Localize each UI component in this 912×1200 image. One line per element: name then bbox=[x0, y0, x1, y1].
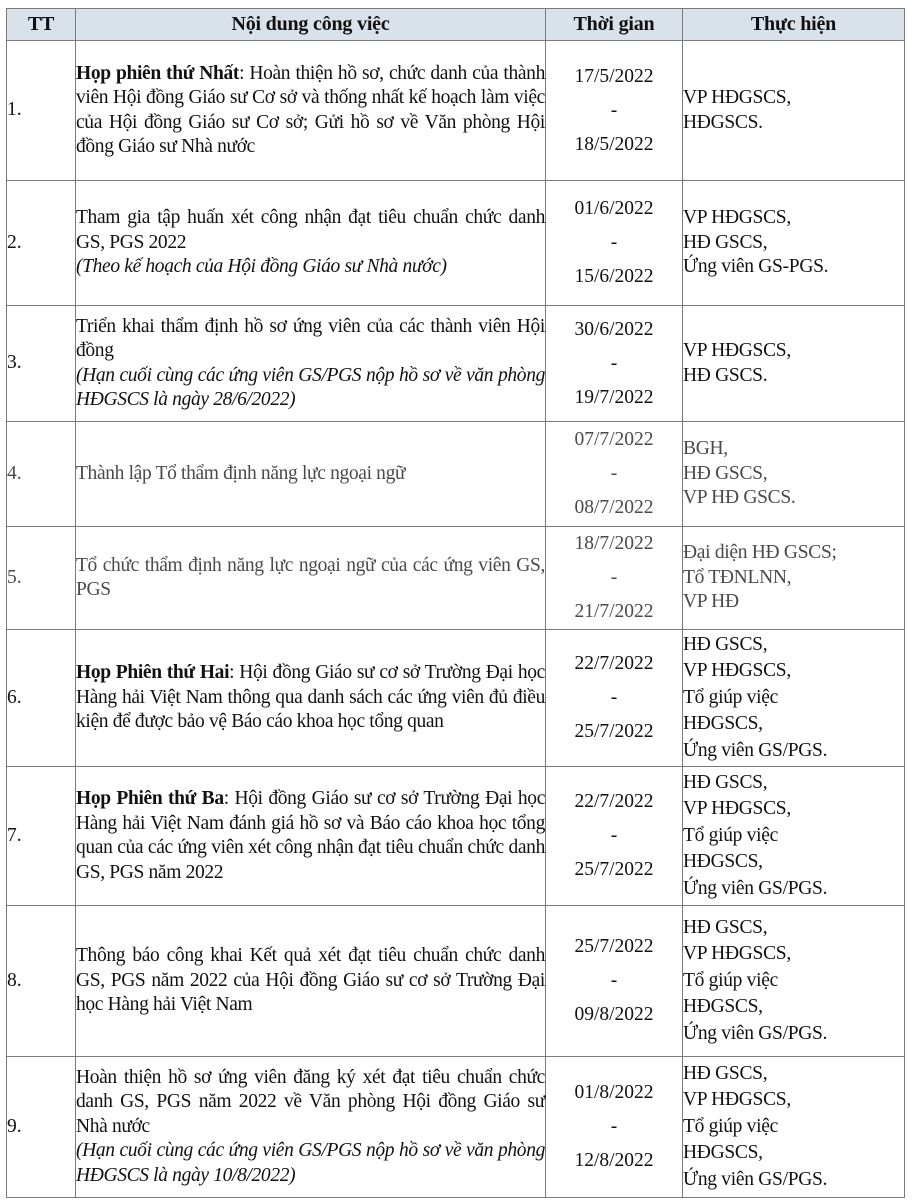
task-period bbox=[546, 527, 683, 630]
date-separator: - bbox=[610, 232, 618, 253]
responsible-party: HĐ GSCS, bbox=[683, 1062, 768, 1084]
date-separator: - bbox=[610, 825, 618, 846]
row-number: 8. bbox=[7, 906, 76, 1057]
header-who: Thực hiện bbox=[683, 9, 905, 41]
responsible-party: VP HĐ bbox=[683, 591, 739, 613]
start-date: 25/7/2022 bbox=[574, 936, 654, 957]
date-separator: - bbox=[610, 352, 618, 374]
end-date: 15/6/2022 bbox=[574, 266, 654, 287]
responsible-party: VP HĐGSCS, bbox=[683, 798, 791, 820]
table-row bbox=[7, 630, 905, 767]
start-date: 22/7/2022 bbox=[574, 791, 654, 812]
task-text: : Hoàn thiện hồ sơ, chức danh của thành viên Hội đồng Giáo sư Cơ sở và thống nhất kế hoạch làm việc của Hội đồng Giáo sư Cơ sở; Gửi hồ sơ về Văn phòng Hội đồng Giáo sư Nhà nước bbox=[76, 62, 545, 157]
start-date: 01/8/2022 bbox=[574, 1082, 654, 1103]
row-number: 5. bbox=[7, 527, 76, 630]
table-row bbox=[7, 422, 905, 527]
row-number: 1. bbox=[7, 41, 76, 181]
table-row bbox=[7, 906, 905, 1057]
row-number: 3. bbox=[7, 306, 76, 422]
task-description bbox=[76, 527, 546, 630]
responsible-party: Ứng viên GS-PGS. bbox=[683, 256, 829, 278]
responsible-parties bbox=[683, 767, 905, 906]
responsible-party: Tổ giúp việc bbox=[683, 686, 778, 708]
start-date: 18/7/2022 bbox=[574, 533, 654, 554]
task-text: Tổ chức thẩm định năng lực ngoại ngữ của các ứng viên GS, PGS bbox=[76, 554, 545, 600]
responsible-party: Tổ TĐNLNN, bbox=[683, 566, 792, 588]
responsible-party: Ứng viên GS/PGS. bbox=[683, 1022, 828, 1044]
table-row bbox=[7, 41, 905, 181]
schedule-table bbox=[6, 8, 905, 1198]
task-period bbox=[546, 767, 683, 906]
table-row bbox=[7, 767, 905, 906]
responsible-party: VP HĐGSCS, bbox=[683, 207, 791, 229]
table-header-row bbox=[7, 9, 905, 41]
start-date: 17/5/2022 bbox=[574, 65, 654, 87]
responsible-party: HĐ GSCS. bbox=[683, 364, 768, 386]
task-description bbox=[76, 422, 546, 527]
date-separator: - bbox=[610, 463, 618, 484]
date-separator: - bbox=[610, 970, 618, 991]
task-period bbox=[546, 422, 683, 527]
end-date: 19/7/2022 bbox=[574, 386, 654, 408]
task-lead: Họp Phiên thứ Ba bbox=[76, 788, 224, 809]
responsible-party: HĐ GSCS, bbox=[683, 771, 768, 793]
end-date: 09/8/2022 bbox=[574, 1004, 654, 1025]
responsible-party: Tổ giúp việc bbox=[683, 824, 778, 846]
date-separator: - bbox=[610, 567, 618, 588]
end-date: 18/5/2022 bbox=[574, 133, 654, 155]
task-description bbox=[76, 906, 546, 1057]
start-date: 30/6/2022 bbox=[574, 318, 654, 340]
responsible-party: Ứng viên GS/PGS. bbox=[683, 877, 828, 899]
responsible-parties bbox=[683, 41, 905, 181]
task-note: (Hạn cuối cùng các ứng viên GS/PGS nộp hồ sơ về văn phòng HĐGSCS là ngày 28/6/2022) bbox=[76, 364, 545, 410]
task-period bbox=[546, 306, 683, 422]
row-number: 4. bbox=[7, 422, 76, 527]
responsible-party: HĐGSCS, bbox=[683, 996, 763, 1018]
responsible-party: BGH, bbox=[683, 438, 728, 460]
task-text: : Hội đồng Giáo sư cơ sở Trường Đại học Hàng hải Việt Nam đánh giá hồ sơ và Báo cáo khoa học tổng quan của các ứng viên xét công nhận đạt tiêu chuẩn chức danh GS, PGS năm 2022 bbox=[76, 788, 545, 883]
responsible-parties bbox=[683, 306, 905, 422]
task-text: Hoàn thiện hồ sơ ứng viên đăng ký xét đạt tiêu chuẩn chức danh GS, PGS năm 2022 về Văn phòng Hội đồng Giáo sư Nhà nước bbox=[76, 1066, 545, 1137]
responsible-party: VP HĐGSCS, bbox=[683, 943, 791, 965]
responsible-parties bbox=[683, 527, 905, 630]
end-date: 25/7/2022 bbox=[574, 859, 654, 880]
date-separator: - bbox=[610, 1116, 618, 1137]
end-date: 25/7/2022 bbox=[574, 721, 654, 742]
start-date: 01/6/2022 bbox=[574, 198, 654, 219]
responsible-party: Tổ giúp việc bbox=[683, 969, 778, 991]
task-lead: Họp phiên thứ Nhất bbox=[76, 62, 240, 84]
responsible-party: HĐ GSCS, bbox=[683, 462, 768, 484]
task-description bbox=[76, 767, 546, 906]
date-separator: - bbox=[610, 687, 618, 708]
task-period bbox=[546, 906, 683, 1057]
task-description bbox=[76, 306, 546, 422]
responsible-party: VP HĐ GSCS. bbox=[683, 487, 796, 509]
task-text: Thông báo công khai Kết quả xét đạt tiêu chuẩn chức danh GS, PGS năm 2022 của Hội đồng Giáo sư cơ sở Trường Đại học Hàng hải Việt Nam bbox=[76, 945, 545, 1016]
responsible-party: Đại diện HĐ GSCS; bbox=[683, 542, 837, 564]
table-row bbox=[7, 1057, 905, 1198]
task-description bbox=[76, 181, 546, 306]
task-period bbox=[546, 1057, 683, 1198]
responsible-party: Ứng viên GS/PGS. bbox=[683, 739, 828, 761]
responsible-party: VP HĐGSCS, bbox=[683, 660, 791, 682]
end-date: 21/7/2022 bbox=[574, 601, 654, 622]
row-number: 6. bbox=[7, 630, 76, 767]
responsible-party: VP HĐGSCS, bbox=[683, 340, 791, 361]
responsible-parties bbox=[683, 422, 905, 527]
task-text: Tham gia tập huấn xét công nhận đạt tiêu chuẩn chức danh GS, PGS 2022 bbox=[76, 207, 545, 253]
task-text: Thành lập Tổ thẩm định năng lực ngoại ngữ bbox=[76, 462, 406, 484]
responsible-party: HĐGSCS, bbox=[683, 713, 763, 735]
start-date: 22/7/2022 bbox=[574, 653, 654, 674]
responsible-party: HĐGSCS, bbox=[683, 851, 763, 873]
header-tt: TT bbox=[7, 9, 76, 41]
responsible-parties bbox=[683, 181, 905, 306]
date-separator: - bbox=[610, 99, 618, 121]
responsible-party: HĐ GSCS, bbox=[683, 231, 768, 253]
task-period bbox=[546, 630, 683, 767]
task-note: (Hạn cuối cùng các ứng viên GS/PGS nộp hồ sơ về văn phòng HĐGSCS là ngày 10/8/2022) bbox=[76, 1140, 545, 1186]
row-number: 2. bbox=[7, 181, 76, 306]
start-date: 07/7/2022 bbox=[574, 429, 654, 450]
task-period bbox=[546, 41, 683, 181]
responsible-party: Ứng viên GS/PGS. bbox=[683, 1168, 828, 1190]
task-lead: Họp Phiên thứ Hai bbox=[76, 662, 230, 684]
responsible-parties bbox=[683, 906, 905, 1057]
responsible-party: Tổ giúp việc bbox=[683, 1115, 778, 1137]
task-text: Triển khai thẩm định hồ sơ ứng viên của các thành viên Hội đồng bbox=[76, 315, 545, 361]
header-task: Nội dung công việc bbox=[76, 9, 546, 41]
end-date: 08/7/2022 bbox=[574, 497, 654, 518]
responsible-party: HĐ GSCS, bbox=[683, 916, 768, 938]
end-date: 12/8/2022 bbox=[574, 1150, 654, 1171]
task-note: (Theo kế hoạch của Hội đồng Giáo sư Nhà nước) bbox=[76, 256, 447, 278]
task-text: : Hội đồng Giáo sư cơ sở Trường Đại học Hàng hải Việt Nam thông qua danh sách các ứng viên đủ điều kiện để được bảo vệ Báo cáo khoa học tổng quan bbox=[76, 662, 545, 733]
task-description bbox=[76, 630, 546, 767]
responsible-party: VP HĐGSCS, bbox=[683, 87, 791, 108]
header-time: Thời gian bbox=[546, 9, 683, 41]
responsible-party: HĐ GSCS, bbox=[683, 633, 768, 655]
responsible-party: VP HĐGSCS, bbox=[683, 1089, 791, 1111]
table-row bbox=[7, 181, 905, 306]
task-period bbox=[546, 181, 683, 306]
row-number: 7. bbox=[7, 767, 76, 906]
table-row bbox=[7, 527, 905, 630]
row-number: 9. bbox=[7, 1057, 76, 1198]
responsible-parties bbox=[683, 1057, 905, 1198]
table-row bbox=[7, 306, 905, 422]
task-description bbox=[76, 41, 546, 181]
responsible-parties bbox=[683, 630, 905, 767]
responsible-party: HĐGSCS, bbox=[683, 1142, 763, 1164]
task-description bbox=[76, 1057, 546, 1198]
responsible-party: HĐGSCS. bbox=[683, 111, 763, 133]
